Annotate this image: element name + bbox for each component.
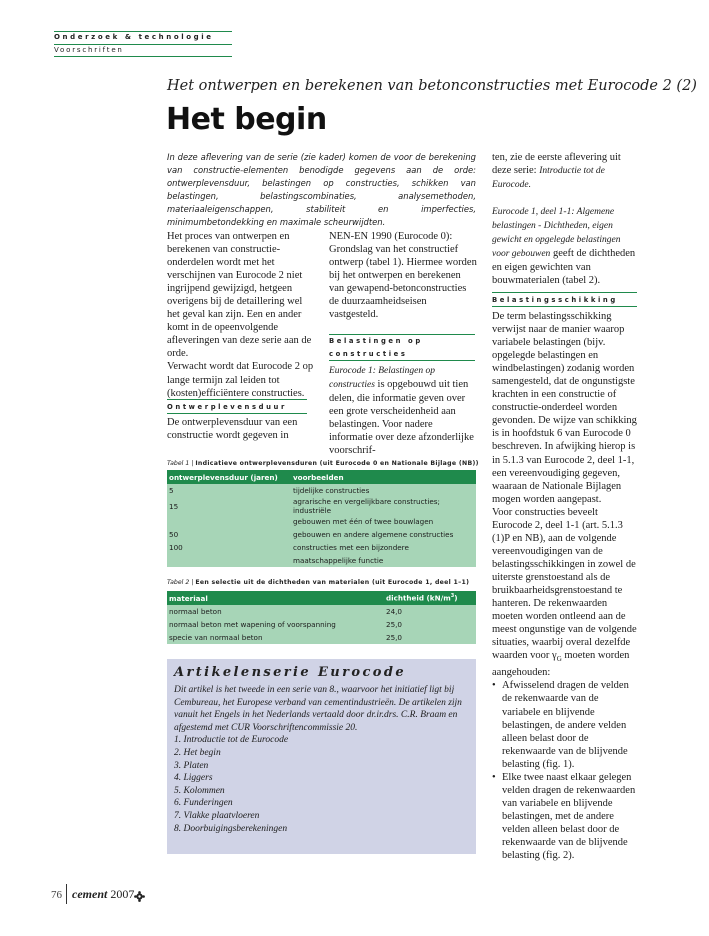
col3-body <box>492 310 639 862</box>
table-2-title: Een selectie uit de dichtheden van materialen (uit Eurocode 1, deel 1–1) <box>195 579 470 586</box>
heading-belastingen-op: Belastingen op <box>329 337 423 345</box>
heading-constructies: constructies <box>329 350 475 361</box>
col2-paragraph-2-text: is opgebouwd uit tien delen, die informatie geven over een grote verscheidenheid aan belastingen. Voor nadere informatie over deze afzonderlijke voorschrif- <box>329 379 474 457</box>
table-row <box>167 631 476 644</box>
heading-ontwerplevensduur: Ontwerplevensduur <box>167 403 307 414</box>
article-subtitle: Het ontwerpen en berekenen van betonconstructies met Eurocode 2 (2) <box>167 78 697 94</box>
cement-logo-icon <box>134 891 145 902</box>
table-cell: maatschappelijke functie <box>291 554 476 567</box>
footer-divider <box>66 884 67 904</box>
table-cell: 50 <box>167 528 291 541</box>
table-cell: 25,0 <box>384 618 476 631</box>
col2-paragraph-2 <box>329 364 477 457</box>
series-list-item: 3. Platen <box>174 760 209 771</box>
table-header-cell: ontwerplevensduur (jaren) <box>167 470 291 484</box>
series-list-item: 4. Liggers <box>174 773 213 784</box>
col3-paragraph-1-text: ten, zie de eerste aflevering uit deze serie: <box>492 152 621 177</box>
section-label: Onderzoek & technologie <box>54 33 214 41</box>
col3-paragraph-2 <box>492 205 639 287</box>
table-header-row <box>167 591 476 605</box>
footer-brand <box>72 887 134 902</box>
header-rule-bottom <box>54 56 232 57</box>
heading-rule <box>492 292 637 293</box>
bullet-item: • Afwisselend dragen de velden de rekenwaarde van de variabele en blijvende belastingen, de andere velden alleen belast door de rekenwaarde van de blijvende belasting (fig. 1). <box>492 680 629 770</box>
density-header-exponent: 3 <box>450 593 455 600</box>
col3-paragraph-3: De term belastingsschikking verwijst naar de manier waarop variabele belastingen (bijv. opgelegde belastingen en windbelastingen) zodanig worden samengesteld, dat de ongunstigste krachten in een constructie of constructie-onderdeel worden gevonden. De wijze van schikking is in hoofdstuk 6 van Eurocode 0 beschreven. In afwijking hierop is in 5.1.3 van Eurocode 2, deel 1-1, een vereenvoudiging gegeven, waaraan de Nationale Bijlagen mogen worden aangepast. <box>492 311 637 505</box>
table-cell: 100 <box>167 541 291 554</box>
density-header-text: dichtheid (kN/m <box>386 593 451 603</box>
heading-rule <box>329 334 475 335</box>
table-header-cell: materiaal <box>167 591 384 605</box>
table-cell: constructies met een bijzondere <box>291 541 476 554</box>
series-box <box>167 659 476 854</box>
header-rule-top <box>54 31 232 32</box>
col1-paragraph-1: Het proces van ontwerpen en berekenen van constructie-onderdelen wordt met het verschijnen van Eurocode 2 niet ingrijpend gewijzigd, hetgeen overigens bij de detaillering wel het geval kan zijn. Een en ander komt in de opeenvolgende afleveringen van deze serie aan de orde. <box>167 231 312 360</box>
series-box-title: Artikelenserie Eurocode <box>174 665 407 680</box>
col3-paragraph-2-title: Eurocode 1, deel 1-1: Algemene belastingen - Dichtheden, eigen gewicht en opgelegde belastingen voor gebouwen <box>492 207 621 260</box>
table-cell: tijdelijke constructies <box>291 484 476 497</box>
table-cell: 15 <box>167 497 291 515</box>
series-list-item: 6. Funderingen <box>174 798 233 809</box>
table-1-caption: Tabel 1 | Indicatieve ontwerplevensduren (uit Eurocode 0 en Nationale Bijlage (NB)) <box>167 460 479 467</box>
table-cell: gebouwen met één of twee bouwlagen <box>291 515 476 528</box>
bullet-item: • Elke twee naast elkaar gelegen velden dragen de rekenwaarden van variabele en blijvende belastingen, met de andere velden alleen belast door de rekenwaarde van de blijvende belasting (fig. 2). <box>492 771 636 862</box>
col3-paragraph-1-title: Introductie tot de Eurocode. <box>492 166 605 191</box>
table-row <box>167 515 476 528</box>
table-header-row <box>167 470 476 484</box>
page-number: 76 <box>51 889 62 901</box>
table-cell: gebouwen en andere algemene constructies <box>291 528 476 541</box>
col2-paragraph-1: NEN-EN 1990 (Eurocode 0): Grondslag van het constructief ontwerp (tabel 1). Hiermee worden bij het ontwerpen en berekenen van gewapend-betonconstructies de duurzaamheidseisen vastgesteld. <box>329 231 477 321</box>
series-list-item: 2. Het begin <box>174 747 221 758</box>
table-cell: specie van normaal beton <box>167 631 384 644</box>
table-row <box>167 528 476 541</box>
table-row <box>167 484 476 497</box>
table-header-cell: voorbeelden <box>291 470 476 484</box>
table-row <box>167 497 476 515</box>
table-cell: 24,0 <box>384 605 476 618</box>
series-list <box>174 734 470 835</box>
col3-paragraph-2-text: geeft de dichtheden en eigen gewichten van bouwmaterialen (tabel 2). <box>492 248 636 287</box>
table-cell: 25,0 <box>384 631 476 644</box>
bullet-text: Afwisselend dragen de velden de rekenwaarde van de variabele en blijvende belastingen, de andere velden alleen belast door de rekenwaarde van de blijvende belasting (fig. 1). <box>502 680 629 770</box>
series-list-item: 7. Vlakke plaatvloeren <box>174 810 260 821</box>
table-2-caption: Tabel 2 | Een selectie uit de dichtheden van materialen (uit Eurocode 1, deel 1–1) <box>167 579 470 586</box>
table-2-label: Tabel 2 <box>167 579 190 586</box>
series-box-intro: Dit artikel is het tweede in een serie van 8., waarvoor het initiatief ligt bij Cembureau, het Europese verband van cementindustrieën. De artikelen zijn vanuit het Engels in het Nederlands vertaald door dr.ir.drs. C.R. Braam en afgestemd met CUR Voorschriftencommissie 20. <box>174 685 462 733</box>
table-cell <box>167 515 291 528</box>
table-cell <box>167 554 291 567</box>
column-1 <box>167 230 314 400</box>
series-list-item: 8. Doorbuigingsberekeningen <box>174 823 288 834</box>
table-row <box>167 541 476 554</box>
subsection-label: Voorschriften <box>54 46 124 54</box>
brand-year: 2007 <box>110 887 135 901</box>
article-title: Het begin <box>166 102 327 137</box>
table-1-title: Indicatieve ontwerplevensduren (uit Eurocode 0 en Nationale Bijlage (NB)) <box>195 460 479 467</box>
table-1-label: Tabel 1 <box>167 460 190 467</box>
col3-paragraph-4 <box>492 506 639 680</box>
article-intro: In deze aflevering van de serie (zie kader) komen de voor de berekening van constructie-elementen benodigde gegevens aan de orde: ontwerplevensduur, belastingen op constructies, schikken van belastingen, belastingscombinaties, analysemethoden, materiaaleigenschappen, stabiliteit en imperfecties, minimumbetondekking en maximale scheurwijdten. <box>167 152 476 227</box>
brand-name: cement <box>72 887 108 901</box>
table-cell: 5 <box>167 484 291 497</box>
table-cell: agrarische en vergelijkbare constructies; industriële <box>291 497 476 515</box>
density-header-close: ) <box>454 593 458 603</box>
col3-paragraph-4-text: Voor constructies beveelt Eurocode 2, deel 1-1 (art. 5.1.3 (1)P en NB), aan de volgende vereenvoudigingen van de belastingsschikkingen in zowel de uiterste grenstoestand als de bruikbaarheidsgrenstoestand te hanteren. De rekenwaarden moeten worden ontleend aan de meest ongunstige van de volgende situaties, waarbij overal dezelfde waarden voor γ <box>492 506 637 662</box>
table-row <box>167 618 476 631</box>
header-rule-middle <box>54 44 232 45</box>
bullet-text: Elke twee naast elkaar gelegen velden dragen de rekenwaarden van variabele en blijvende belastingen, met de andere velden alleen belast door de rekenwaarde van de blijvende belasting (fig. 2). <box>502 771 636 862</box>
series-list-item: 5. Kolommen <box>174 785 225 796</box>
bullet-list <box>492 679 639 862</box>
col1-paragraph-3: De ontwerplevensduur van een constructie wordt gegeven in <box>167 417 298 442</box>
table-2 <box>167 591 476 644</box>
table-1 <box>167 470 476 567</box>
col2-paragraph-2-title: Eurocode 1: Belastingen op constructies <box>329 366 435 391</box>
heading-rule <box>167 399 307 400</box>
table-row <box>167 554 476 567</box>
series-list-item: 1. Introductie tot de Eurocode <box>174 735 289 746</box>
col1-paragraph-2: Verwacht wordt dat Eurocode 2 op lange termijn zal leiden tot (kosten)efficiëntere constructies. <box>167 361 314 399</box>
heading-belastingsschikking: Belastingsschikking <box>492 296 637 307</box>
table-cell: normaal beton met wapening of voorspanning <box>167 618 384 631</box>
gamma-subscript: G <box>556 655 562 664</box>
table-row <box>167 605 476 618</box>
series-box-text <box>174 684 470 835</box>
col3-paragraph-1 <box>492 151 639 192</box>
col3-paragraph-4-tail: moeten worden aangehouden: <box>492 650 630 679</box>
table-header-cell <box>384 591 476 605</box>
table-cell: normaal beton <box>167 605 384 618</box>
